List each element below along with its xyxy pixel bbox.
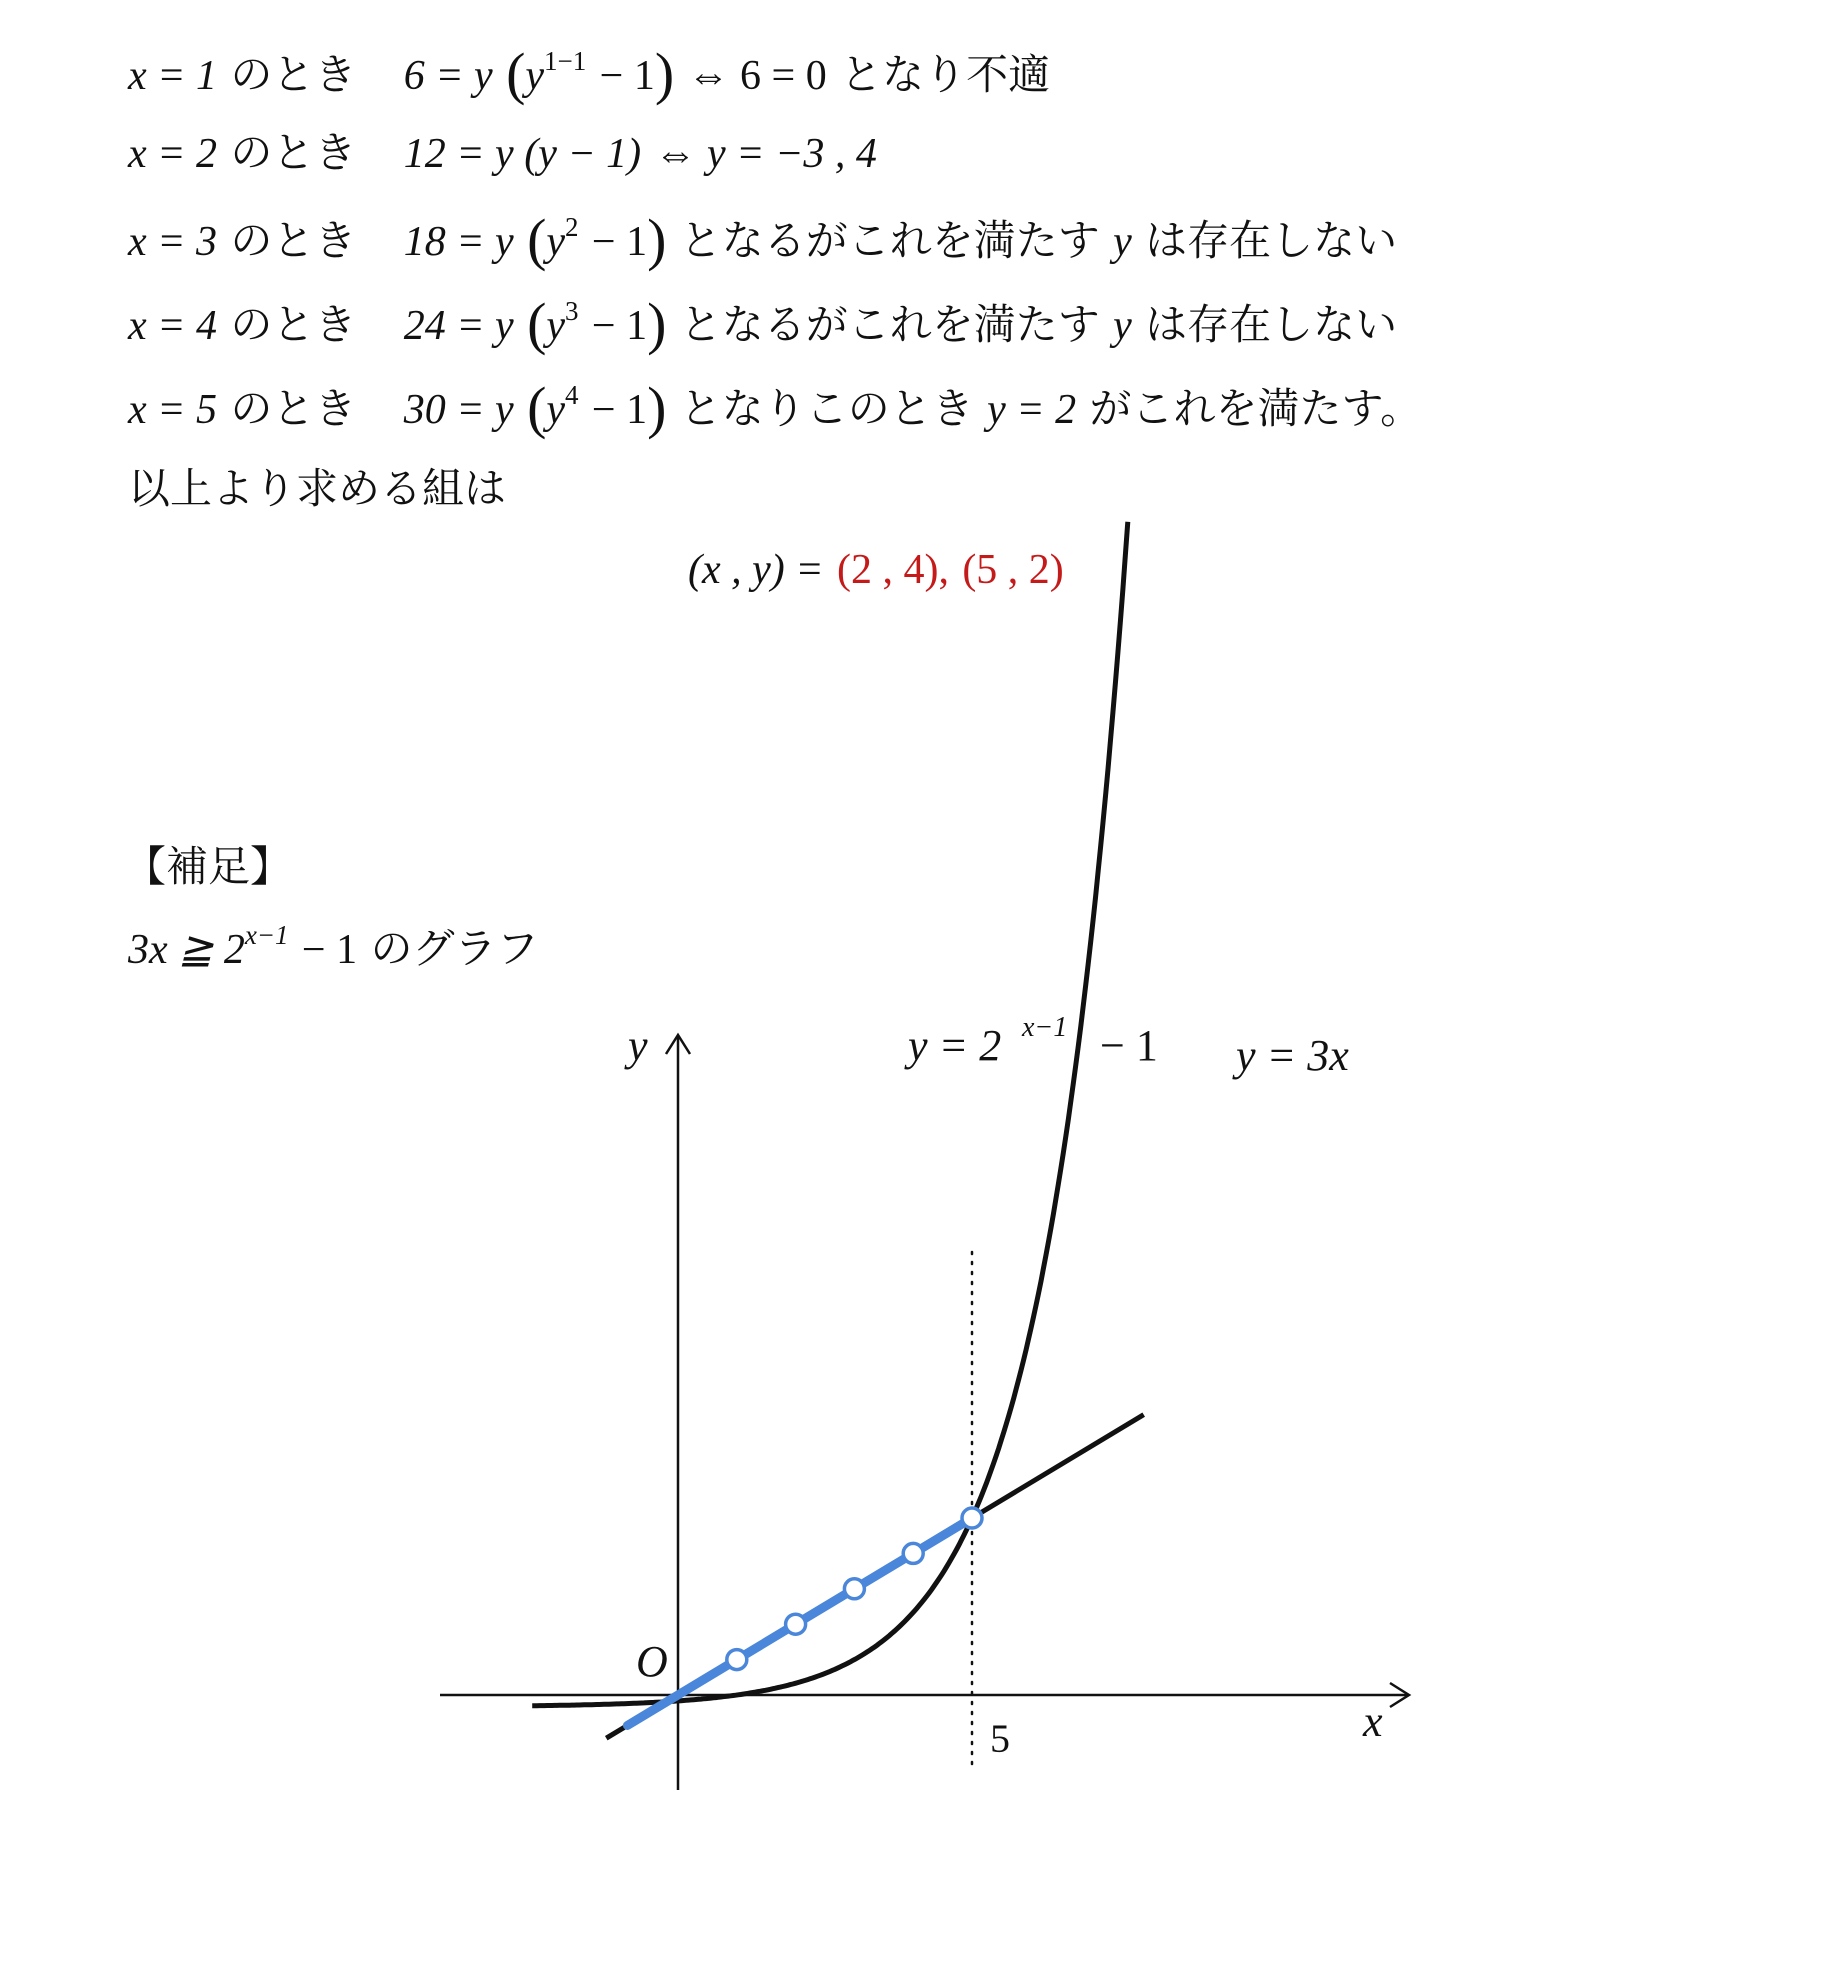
paren-open: ( [527,291,547,356]
supplement-heading: 【補足】 [124,842,293,891]
result-text-b: がこれを満たす。 [1089,384,1423,433]
origin-label: O [636,1637,668,1686]
result-text-b: は存在しない [1145,300,1398,349]
result-text-a: となるがこれを満たす [679,216,1100,265]
condition-text: のとき [230,50,357,99]
paren-close: ) [647,375,667,440]
answer-lhs: (x , y) = [688,547,824,593]
condition-text: のとき [230,384,357,433]
curve-label-tail: − 1 [1100,1021,1158,1070]
condition-text: のとき [230,216,357,265]
power-base: y [546,387,566,433]
paren-open: ( [506,41,526,106]
power-tail: − 1 [591,303,648,349]
paren-close: ) [647,291,667,356]
x-tick-label-5: 5 [990,1716,1010,1761]
power-base: y [525,53,545,99]
variable: y [1113,219,1132,265]
x-equation: x = 4 [128,303,217,349]
inequality-exponent: x−1 [244,920,289,950]
integer-point [727,1650,747,1670]
result-text-b: は存在しない [1145,216,1398,265]
lhs-equation: 30 = y [403,387,514,433]
equivalence-text: ⇔ y = −3 , 4 [654,131,877,177]
lhs-equation: 18 = y [403,219,514,265]
x-equation: x = 5 [128,387,217,433]
power-tail: − 1 [591,387,648,433]
answer-pair-1: (2 , 4) [836,547,939,593]
power-tail: − 1 [599,53,655,99]
equivalence-text: ⇔ 6 = 0 [687,53,827,99]
answer-pair-2: (5 , 2) [962,547,1064,593]
paren-open: ( [527,207,547,272]
result-text-a: となりこのとき [679,384,974,433]
paren-close: ) [654,41,675,106]
power-exponent: 1−1 [544,46,587,76]
inequality-tail: − 1 [301,927,358,973]
power-exponent: 4 [565,380,579,410]
result-text-a: となるがこれを満たす [679,300,1100,349]
integer-point [903,1543,923,1563]
y-axis-label: y [628,1021,648,1070]
curve-label-base: y = 2 [908,1021,1002,1070]
power-tail: − 1 [591,219,648,265]
curve-label-exponent: x−1 [1022,1012,1068,1043]
x-equation: x = 2 [128,131,217,177]
answer-separator: , [938,547,949,593]
lhs-equation: 24 = y [403,303,514,349]
integer-point [844,1579,864,1599]
result-text: となり不適 [840,50,1051,99]
conclusion-text: 以上より求める組は [128,464,507,513]
power-base: y [546,219,566,265]
power-exponent: 3 [565,296,579,326]
integer-point [786,1614,806,1634]
x-equation: x = 3 [128,219,217,265]
equation: 12 = y (y − 1) [403,131,642,177]
condition-text: のとき [230,300,357,349]
variable: y = 2 [987,387,1077,433]
variable: y [1113,303,1132,349]
power-exponent: 2 [565,212,579,242]
x-equation: x = 1 [128,53,217,99]
x-axis-label: x [1363,1697,1383,1746]
integer-point [962,1508,982,1528]
power-base: y [546,303,566,349]
inequality-lhs: 3x ≧ 2 [128,927,245,973]
paren-close: ) [647,207,667,272]
inequality-suffix: のグラフ [370,924,539,973]
line-label: y = 3x [1236,1031,1349,1080]
curve-exponential [532,522,1128,1706]
lhs-equation: 6 = y [403,53,493,99]
graph-layer [440,522,1409,1790]
condition-text: のとき [230,128,357,177]
paren-open: ( [527,375,547,440]
